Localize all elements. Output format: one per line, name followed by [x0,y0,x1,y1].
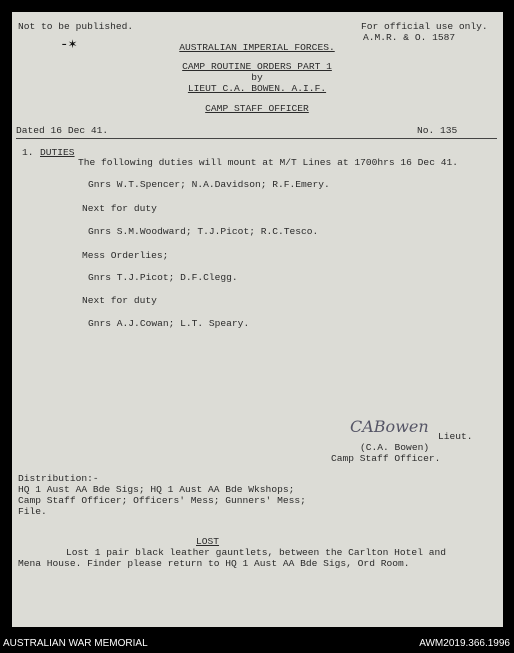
signature-name: (C.A. Bowen) [360,442,430,453]
footer-archive-name: AUSTRALIAN WAR MEMORIAL [3,638,148,649]
orders-role: CAMP STAFF OFFICER [205,103,309,114]
document-page [12,12,503,627]
ink-mark: -✶ [60,37,77,53]
orders-author: LIEUT C.A. BOWEN. A.I.F. [187,83,327,94]
duty-line: Gnrs A.J.Cowan; L.T. Speary. [88,318,250,329]
official-use-note: For official use only. [361,21,488,32]
lost-line: Mena House. Finder please return to HQ 1 Aust AA Bde Sigs, Ord Room. [18,558,410,569]
orders-by: by [251,72,263,83]
section-number: 1. [22,147,34,158]
distribution-line: Camp Staff Officer; Officers' Mess; Gunners' Mess; [18,495,306,506]
duty-line: Mess Orderlies; [82,250,169,261]
duty-line: Next for duty [82,295,157,306]
duty-line: Gnrs S.M.Woodward; T.J.Picot; R.C.Tesco. [88,226,319,237]
footer-archive-id: AWM2019.366.1996 [419,638,510,649]
duty-line: Next for duty [82,203,157,214]
distribution-label: Distribution:- [18,473,99,484]
lost-line: Lost 1 pair black leather gauntlets, between the Carlton Hotel and [66,547,446,558]
distribution-line: File. [18,506,47,517]
signature-mark: CABowen [350,417,429,436]
lost-heading: LOST [196,536,220,547]
duty-line: Gnrs W.T.Spencer; N.A.Davidson; R.F.Emery. [88,179,330,190]
duty-line: Gnrs T.J.Picot; D.F.Clegg. [88,272,238,283]
signature-title: Camp Staff Officer. [331,453,441,464]
orders-title: CAMP ROUTINE ORDERS PART 1 [182,61,332,72]
section-heading: DUTIES [40,147,75,158]
form-number: A.M.R. & O. 1587 [363,32,456,43]
header-rule [16,138,497,139]
distribution-line: HQ 1 Aust AA Bde Sigs; HQ 1 Aust AA Bde Wkshops; [18,484,295,495]
org-heading: AUSTRALIAN IMPERIAL FORCES. [179,42,335,53]
dated-line: Dated 16 Dec 41. [16,125,109,136]
signature-rank: Lieut. [438,431,473,442]
order-number: No. 135 [417,125,458,136]
duties-intro: The following duties will mount at M/T Lines at 1700hrs 16 Dec 41. [78,157,458,168]
not-for-publication-note: Not to be published. [18,21,134,32]
